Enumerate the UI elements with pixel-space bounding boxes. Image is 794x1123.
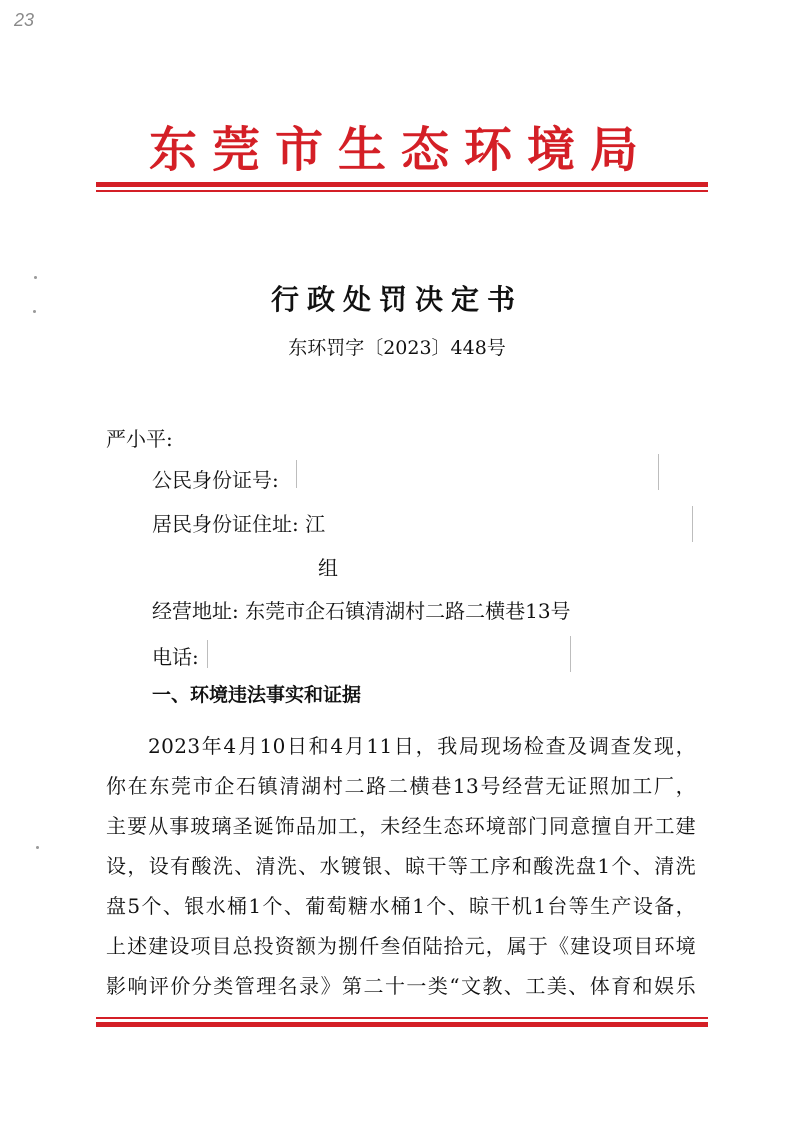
redaction-end — [570, 636, 571, 672]
header-red-rule-thick — [96, 182, 708, 187]
paragraph-line: 影响评价分类管理名录》第二十一类“文教、工美、体育和娱乐 — [106, 974, 696, 998]
footer-red-rule-thin — [96, 1017, 708, 1019]
business-address-label: 经营地址: — [152, 599, 239, 623]
id-number-row — [152, 465, 279, 495]
address-row — [152, 509, 325, 539]
scan-speck — [36, 846, 39, 849]
id-number-label: 公民身份证号: — [152, 468, 279, 492]
address-continuation: 组 — [318, 556, 338, 580]
document-title: 行政处罚决定书 — [270, 283, 523, 316]
agency-letterhead: 东莞市生态环境局 — [148, 122, 653, 178]
redaction-start — [207, 640, 208, 668]
paragraph-line: 盘5个、银水桶1个、葡萄糖水桶1个、晾干机1台等生产设备， — [106, 894, 696, 918]
document-number: 东环罚字〔2023〕448号 — [288, 337, 506, 359]
phone-row — [152, 642, 199, 672]
address-label: 居民身份证住址: — [152, 512, 299, 536]
header-red-rule-thin — [96, 190, 708, 192]
paragraph-line: 2023年4月10日和4月11日，我局现场检查及调查发现， — [148, 734, 696, 758]
phone-label: 电话: — [152, 645, 199, 669]
section-heading: 一、环境违法事实和证据 — [152, 684, 362, 706]
paragraph-line: 上述建设项目总投资额为捌仟叁佰陆拾元，属于《建设项目环境 — [106, 934, 696, 958]
party-name: 严小平: — [106, 427, 173, 451]
business-address-row — [152, 596, 571, 626]
margin-page-mark: 23 — [14, 10, 35, 30]
paragraph-line: 你在东莞市企石镇清湖村二路二横巷13号经营无证照加工厂， — [106, 774, 696, 798]
paragraph-line: 设，设有酸洗、清洗、水镀银、晾干等工序和酸洗盘1个、清洗 — [106, 854, 696, 878]
redaction-end — [692, 506, 693, 542]
redaction-end — [658, 454, 659, 490]
paragraph-line: 主要从事玻璃圣诞饰品加工，未经生态环境部门同意擅自开工建 — [106, 814, 696, 838]
footer-red-rule-thick — [96, 1022, 708, 1027]
address-start: 江 — [305, 512, 326, 536]
redaction-start — [296, 460, 297, 488]
business-address-value: 东莞市企石镇清湖村二路二横巷13号 — [245, 599, 571, 623]
